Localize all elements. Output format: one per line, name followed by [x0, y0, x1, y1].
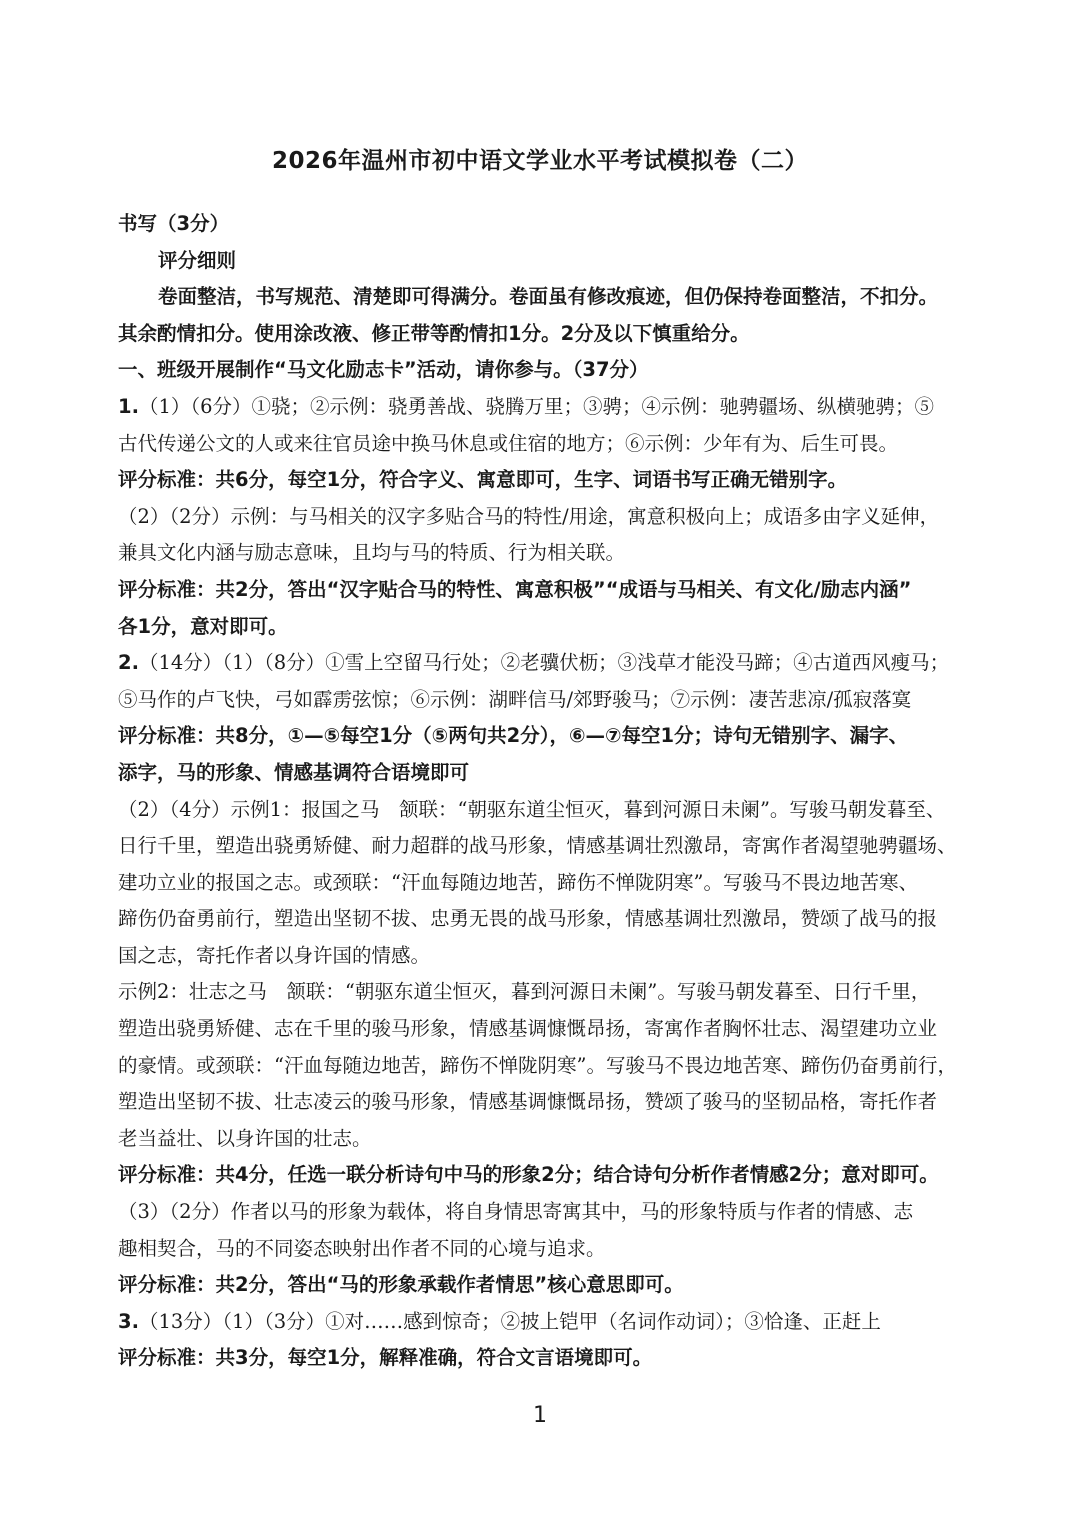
answer-text: （14分）（1）（8分）①雪上空留马行处；②老骥伏枥；③浅草才能没马蹄；④古道西风瘦马；	[138, 651, 950, 675]
answer-line: 塑造出坚韧不拔、壮志凌云的骏马形象，情感基调慷慨昂扬，赞颂了骏马的坚韧品格，寄托作者	[118, 1090, 938, 1114]
writing-subheading: 评分细则	[158, 248, 237, 272]
scoring-standard: 各1分，意对即可。	[118, 614, 288, 638]
answer-line: 日行千里，塑造出骁勇矫健、耐力超群的战马形象，情感基调壮烈激昂，寄寓作者渴望驰骋疆场、	[118, 834, 957, 858]
scoring-standard: 评分标准：共3分，每空1分，解释准确，符合文言语境即可。	[118, 1346, 653, 1370]
scoring-standard: 评分标准：共4分，任选一联分析诗句中马的形象2分；结合诗句分析作者情感2分；意对即可。	[118, 1163, 939, 1187]
scoring-standard: 评分标准：共2分，答出“马的形象承载作者情思”核心意思即可。	[118, 1273, 684, 1297]
scoring-standard: 评分标准：共2分，答出“汉字贴合马的特性、寓意积极”“成语与马相关、有文化/励志内涵”	[118, 577, 912, 601]
answer-line: 古代传递公文的人或来往官员途中换马休息或住宿的地方；⑥示例：少年有为、后生可畏。	[118, 431, 899, 455]
writing-rule-line: 卷面整洁，书写规范、清楚即可得满分。卷面虽有修改痕迹，但仍保持卷面整洁，不扣分。	[158, 285, 939, 309]
question-number: 3.	[118, 1309, 139, 1333]
answer-line: 的豪情。或颈联：“汗血每随边地苦，蹄伤不惮陇阴寒”。写骏马不畏边地苦寒、蹄伤仍奋勇前行，	[118, 1053, 957, 1077]
answer-line: ⑤马作的卢飞快，弓如霹雳弦惊；⑥示例：湖畔信马/郊野骏马；⑦示例：凄苦悲凉/孤寂落寞	[118, 687, 912, 711]
question-2-part-1	[118, 645, 968, 682]
question-number: 2.	[118, 651, 139, 675]
answer-line: 塑造出骁勇矫健、志在千里的骏马形象，情感基调慷慨昂扬，寄寓作者胸怀壮志、渴望建功立业	[118, 1017, 938, 1041]
answer-line: （2）（4分）示例1：报国之马 颔联：“朝驱东道尘恒灭，暮到河源日未阑”。写骏马朝发暮至、	[118, 797, 946, 821]
answer-line: 老当益壮、以身许国的壮志。	[118, 1126, 372, 1150]
answer-line: （2）（2分）示例：与马相关的汉字多贴合马的特性/用途，寓意积极向上；成语多由字义延伸，	[118, 504, 940, 528]
section-heading: 一、班级开展制作“马文化励志卡”活动，请你参与。（37分）	[118, 358, 649, 382]
answer-line: 国之志，寄托作者以身许国的情感。	[118, 943, 431, 967]
page-number: 1	[533, 1403, 547, 1428]
page-title: 2026年温州市初中语文学业水平考试模拟卷（二）	[271, 148, 808, 174]
answer-line: 蹄伤仍奋勇前行，塑造出坚韧不拔、忠勇无畏的战马形象，情感基调壮烈激昂，赞颂了战马的报	[118, 907, 938, 931]
writing-rule-line: 其余酌情扣分。使用涂改液、修正带等酌情扣1分。2分及以下慎重给分。	[118, 321, 750, 345]
scoring-standard: 评分标准：共8分，①—⑤每空1分（⑤两句共2分），⑥—⑦每空1分；诗句无错别字、漏字、	[118, 724, 909, 748]
answer-line: 趣相契合，马的不同姿态映射出作者不同的心境与追求。	[118, 1236, 606, 1260]
question-number: 1.	[118, 394, 139, 418]
scoring-standard: 评分标准：共6分，每空1分，符合字义、寓意即可，生字、词语书写正确无错别字。	[118, 468, 848, 492]
answer-text: （13分）（1）（3分）①对……感到惊奇；②披上铠甲（名词作动词）；③恰逢、正赶上	[138, 1309, 881, 1333]
answer-text: （1）（6分）①骁；②示例：骁勇善战、骁腾万里；③骋；④示例：驰骋疆场、纵横驰骋；⑤	[138, 394, 935, 418]
question-1-part-1	[118, 389, 968, 426]
answer-line: 示例2：壮志之马 颔联：“朝驱东道尘恒灭，暮到河源日未阑”。写骏马朝发暮至、日行千里，	[118, 980, 931, 1004]
answer-line: （3）（2分）作者以马的形象为载体，将自身情思寄寓其中，马的形象特质与作者的情感、志	[118, 1200, 914, 1224]
answer-content	[118, 206, 968, 1377]
scoring-standard: 添字，马的形象、情感基调符合语境即可	[118, 760, 470, 784]
question-3-part-1	[118, 1304, 968, 1341]
answer-line: 兼具文化内涵与励志意味，且均与马的特质、行为相关联。	[118, 541, 626, 565]
writing-heading: 书写（3分）	[118, 212, 230, 235]
answer-line: 建功立业的报国之志。或颈联：“汗血每随边地苦，蹄伤不惮陇阴寒”。写骏马不畏边地苦寒、	[118, 870, 918, 894]
